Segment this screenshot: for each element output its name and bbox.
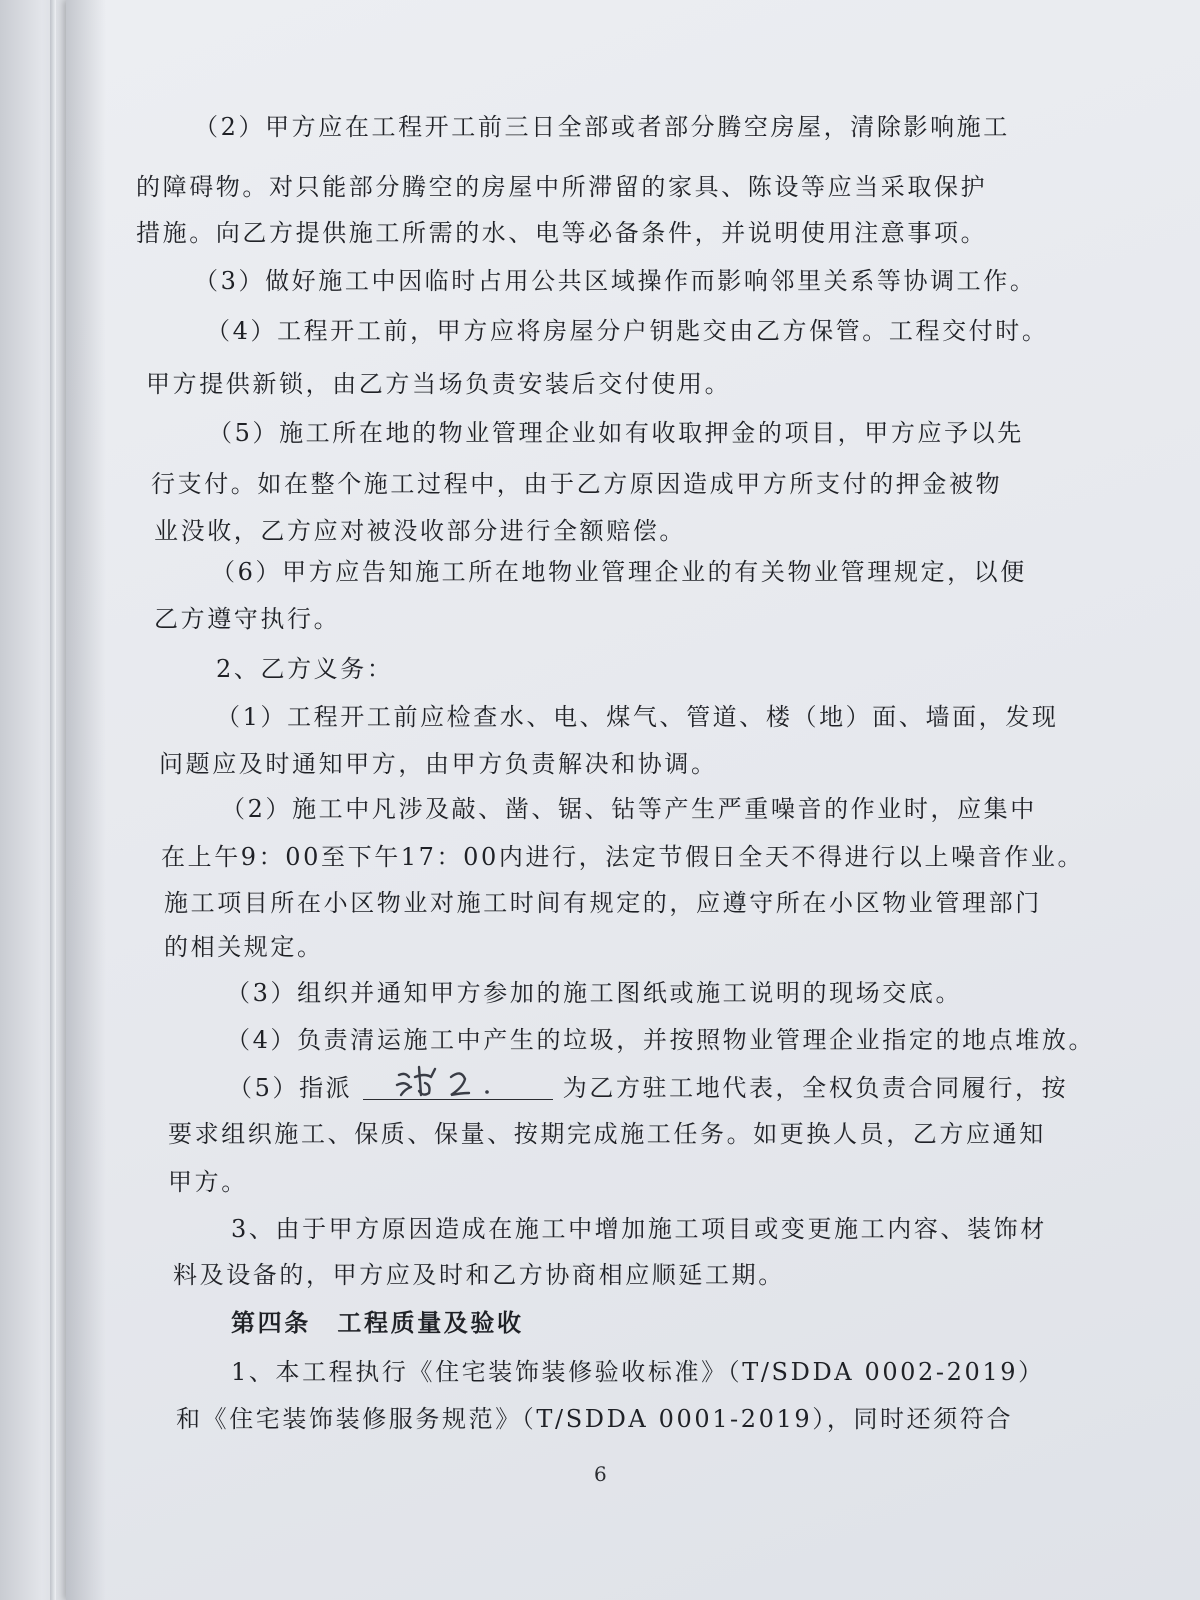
underlying-page [0, 0, 71, 1600]
paragraph-line: 甲方。 [168, 1168, 248, 1196]
paragraph-line: 的相关规定。 [164, 933, 324, 961]
paragraph-line: （2）甲方应在工程开工前三日全部或者部分腾空房屋，清除影响施工 [194, 113, 1010, 141]
paragraph-line: 措施。向乙方提供施工所需的水、电等必备条件，并说明使用注意事项。 [136, 219, 988, 247]
paragraph-line: 的障碍物。对只能部分腾空的房屋中所滞留的家具、陈设等应当采取保护 [136, 173, 988, 201]
assign-suffix: 为乙方驻工地代表，全权负责合同履行，按 [562, 1074, 1069, 1102]
paragraph-line: （6）甲方应告知施工所在地物业管理企业的有关物业管理规定，以便 [211, 558, 1027, 586]
paragraph-line: （3）做好施工中因临时占用公共区域操作而影响邻里关系等协调工作。 [194, 267, 1037, 295]
paragraph-line: 施工项目所在小区物业对施工时间有规定的，应遵守所在小区物业管理部门 [164, 889, 1042, 917]
paragraph-line: 业没收，乙方应对被没收部分进行全额赔偿。 [154, 517, 686, 545]
page-number: 6 [594, 1462, 607, 1486]
representative-blank [363, 1073, 553, 1100]
handwritten-signature [391, 1061, 511, 1101]
paragraph-line: 1、本工程执行《住宅装饰装修验收标准》（T/SDDA 0002-2019） [231, 1358, 1045, 1386]
paragraph-line: （4）负责清运施工中产生的垃圾，并按照物业管理企业指定的地点堆放。 [226, 1026, 1096, 1054]
paragraph-line: 乙方遵守执行。 [154, 605, 341, 633]
assign-line [228, 1073, 1068, 1103]
paragraph-line: 问题应及时通知甲方，由甲方负责解决和协调。 [159, 750, 718, 778]
paragraph-line: 3、由于甲方原因造成在施工中增加施工项目或变更施工内容、装饰材 [231, 1215, 1047, 1243]
page-edge [50, 0, 56, 1600]
assign-prefix: （5）指派 [228, 1074, 353, 1102]
section-heading: 第四条 工程质量及验收 [231, 1309, 524, 1337]
paragraph-line: 行支付。如在整个施工过程中，由于乙方原因造成甲方所支付的押金被物 [151, 470, 1003, 498]
paragraph-line: 和《住宅装饰装修服务规范》（T/SDDA 0001-2019），同时还须符合 [176, 1405, 1014, 1433]
paragraph-line: （1）工程开工前应检查水、电、煤气、管道、楼（地）面、墙面，发现 [216, 703, 1059, 731]
document-page [66, 0, 1200, 1600]
paragraph-line: 料及设备的，甲方应及时和乙方协商相应顺延工期。 [173, 1261, 785, 1289]
paragraph-line: 要求组织施工、保质、保量、按期完成施工任务。如更换人员，乙方应通知 [168, 1120, 1046, 1148]
paragraph-line: （4）工程开工前，甲方应将房屋分户钥匙交由乙方保管。工程交付时。 [206, 317, 1049, 345]
paragraph-line: （2）施工中凡涉及敲、凿、锯、钻等产生严重噪音的作业时，应集中 [221, 795, 1037, 823]
paragraph-line: 在上午9：00至下午17：00内进行，法定节假日全天不得进行以上噪音作业。 [161, 843, 1085, 871]
subsection-heading: 2、乙方义务： [216, 655, 394, 683]
paragraph-line: （3）组织并通知甲方参加的施工图纸或施工说明的现场交底。 [226, 979, 963, 1007]
paragraph-line: 甲方提供新锁，由乙方当场负责安装后交付使用。 [146, 370, 732, 398]
paragraph-line: （5）施工所在地的物业管理企业如有收取押金的项目，甲方应予以先 [208, 419, 1024, 447]
